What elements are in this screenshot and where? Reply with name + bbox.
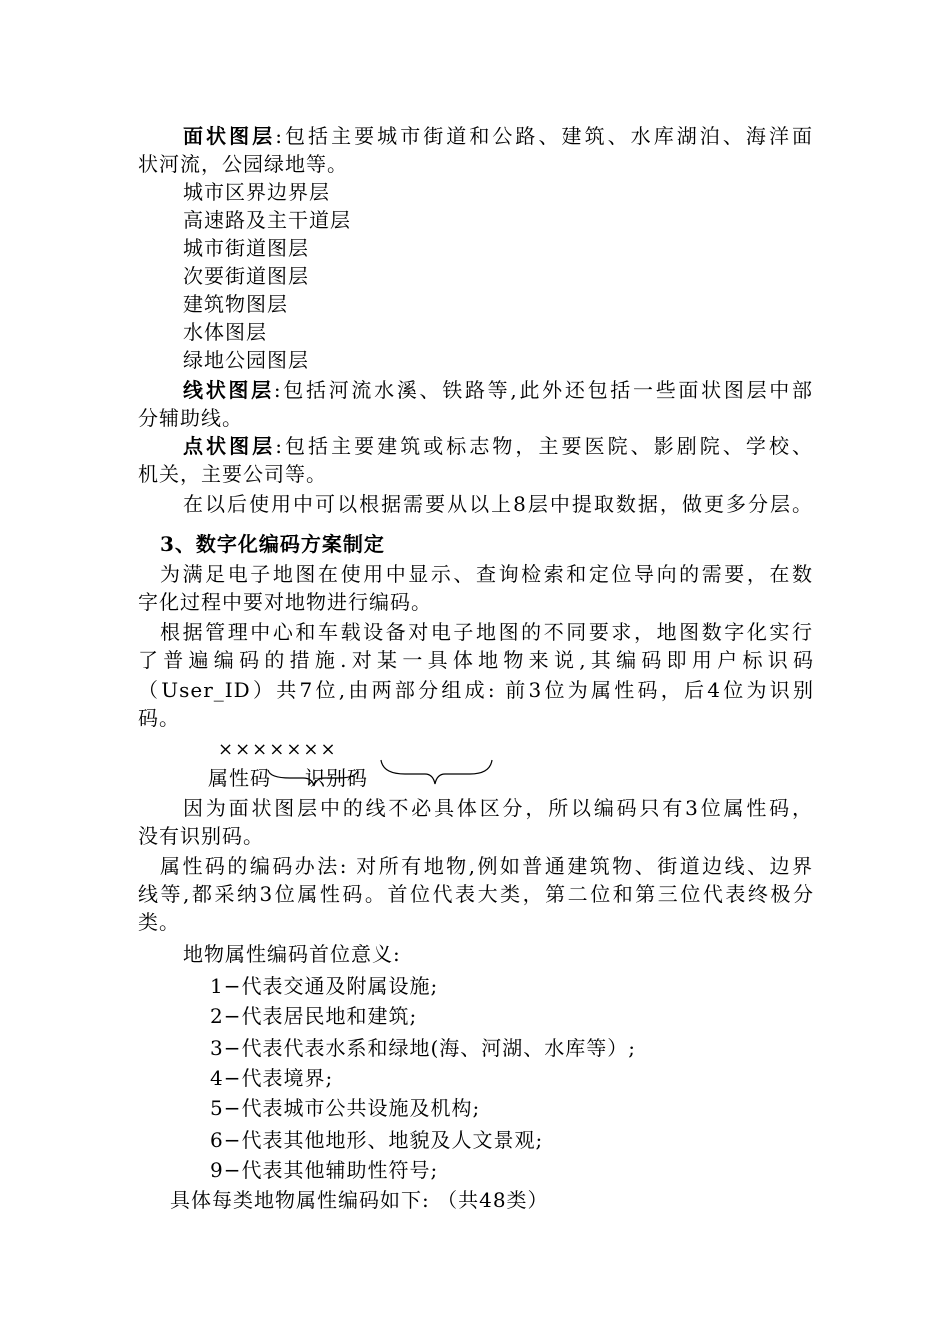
meaning-item: 5−代表城市公共设施及机构;: [210, 1096, 481, 1120]
meaning-title: 地物属性编码首位意义:: [183, 942, 401, 966]
point-layer-title: 点状图层: [183, 434, 276, 458]
paragraph-line: 根据管理中心和车载设备对电子地图的不同要求，地图数字化实行: [160, 620, 813, 644]
paragraph-line: 为满足电子地图在使用中显示、查询检索和定位导向的需要，在数: [160, 562, 813, 586]
face-layer-title: 面状图层: [183, 124, 276, 148]
identifier-brace: [381, 760, 492, 784]
meaning-item: 2−代表居民地和建筑;: [210, 1004, 418, 1028]
point-layer-text-1: :包括主要建筑或标志物，主要医院、影剧院、学校、: [275, 434, 813, 458]
paragraph-line: 线等,都采纳3位属性码。首位代表大类，第二位和第三位代表终极分: [138, 882, 814, 906]
line-layer-text-1: :包括河流水溪、铁路等,此外还包括一些面状图层中部: [273, 378, 813, 402]
layer-item: 绿地公园图层: [183, 348, 309, 372]
paragraph-line: 字化过程中要对地物进行编码。: [138, 590, 432, 614]
paragraph-line: 因为面状图层中的线不必具体区分，所以编码只有3位属性码，: [183, 796, 813, 820]
meaning-item: 3−代表代表水系和绿地(海、河湖、水库等）;: [210, 1036, 637, 1060]
layer-item: 城市区界边界层: [183, 180, 330, 204]
paragraph-line: 类。: [138, 910, 180, 934]
layer-item: 次要街道图层: [183, 264, 309, 288]
meaning-item: 4−代表境界;: [210, 1066, 334, 1090]
identifier-code-label: 识别码: [305, 766, 368, 790]
paragraph-line: 没有识别码。: [138, 824, 264, 848]
face-layer-text-1: :包括主要城市街道和公路、建筑、水库湖泊、海洋面: [275, 124, 813, 148]
section-heading: 3、数字化编码方案制定: [160, 532, 385, 556]
meaning-item: 1−代表交通及附属设施;: [210, 974, 439, 998]
paragraph-line: 码。: [138, 706, 180, 730]
paragraph-line: （User_ID）共7位,由两部分组成: 前3位为属性码，后4位为识别: [138, 678, 814, 702]
layer-item: 建筑物图层: [183, 292, 288, 316]
paragraph-line: 了普遍编码的措施.对某一具体地物来说,其编码即用户标识码: [138, 648, 814, 672]
after-use-paragraph: 在以后使用中可以根据需要从以上8层中提取数据，做更多分层。: [183, 492, 813, 516]
attribute-code-label: 属性码: [208, 766, 271, 790]
attribute-brace: [268, 770, 358, 786]
final-line: 具体每类地物属性编码如下: （共48类）: [170, 1188, 549, 1212]
meaning-item: 9−代表其他辅助性符号;: [210, 1158, 439, 1182]
point-layer-line-2: 机关，主要公司等。: [138, 462, 327, 486]
line-layer-title: 线状图层: [183, 378, 274, 402]
code-marks: ×××××××: [218, 739, 338, 760]
paragraph-line: 属性码的编码办法: 对所有地物,例如普通建筑物、街道边线、边界: [160, 854, 813, 878]
layer-item: 高速路及主干道层: [183, 208, 351, 232]
face-layer-line-2: 状河流，公园绿地等。: [138, 152, 348, 176]
meaning-item: 6−代表其他地形、地貌及人文景观;: [210, 1128, 544, 1152]
layer-item: 城市街道图层: [183, 236, 309, 260]
layer-item: 水体图层: [183, 320, 267, 344]
line-layer-line-2: 分辅助线。: [138, 406, 243, 430]
